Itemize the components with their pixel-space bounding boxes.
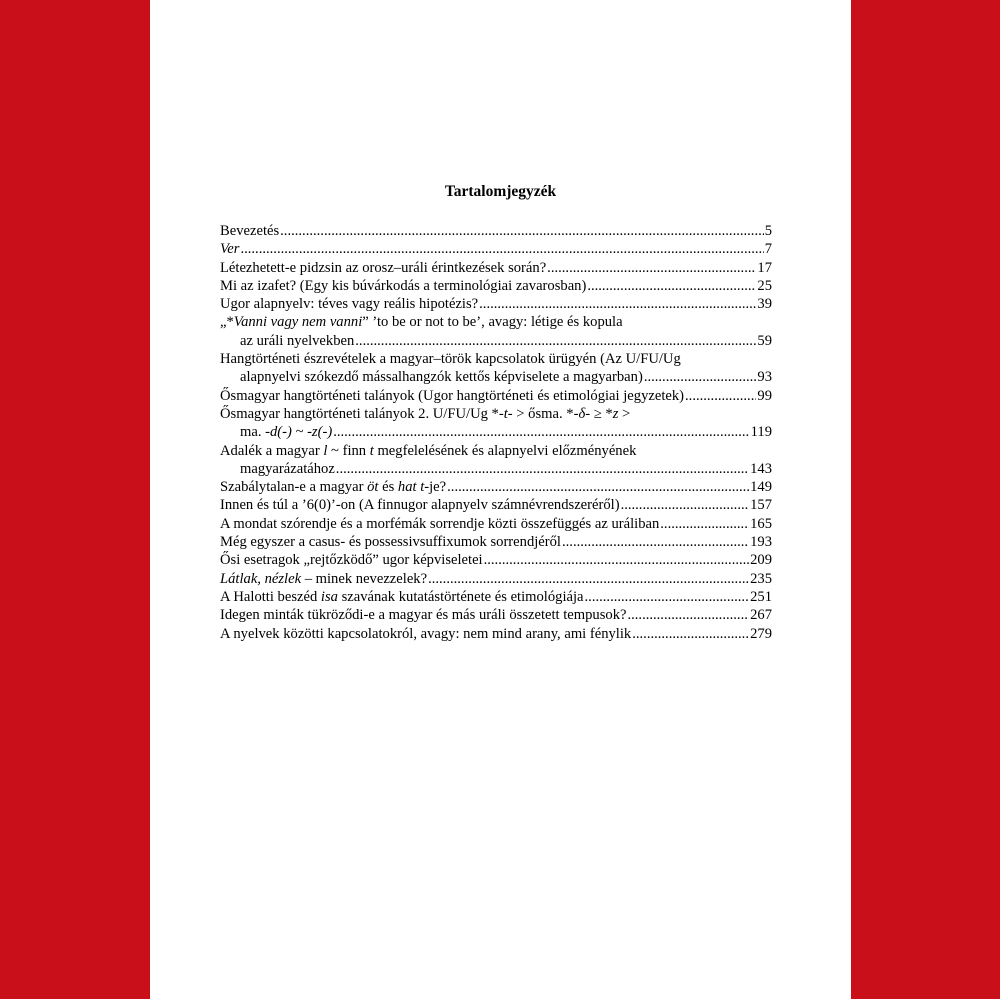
toc-entry: Ugor alapnyelv: téves vagy reális hipotézis? ..... 39 [220, 295, 772, 313]
document-page [150, 0, 851, 999]
page-number: 5 [764, 223, 772, 239]
toc-entry-line1: Adalék a magyar l ~ finn t megfelelésének és alapnyelvi előzményének [220, 442, 637, 459]
right-red-border [851, 0, 1000, 999]
toc-entry: Ver ..... 7 [220, 240, 772, 258]
toc-entry: A mondat szórendje és a morfémák sorrendje közti összefüggés az uráliban ..... 165 [220, 515, 772, 533]
dot-leader [336, 460, 749, 478]
dot-leader [447, 478, 749, 496]
page-number: 193 [750, 534, 772, 551]
dot-leader [428, 570, 749, 588]
toc-entry-line1: Hangtörténeti észrevételek a magyar–török kapcsolatok ürügyén (Az U/FU/Ug [220, 351, 681, 368]
dot-leader [547, 259, 756, 277]
page-number: 279 [750, 625, 772, 642]
page-number: 17 [757, 259, 772, 276]
dot-leader [644, 368, 757, 386]
toc-entry: Létezhetett-e pidzsin az orosz–uráli érintkezések során? ..... 17 [220, 259, 772, 277]
toc-entry: Látlak, nézlek – minek nevezzelek? ..... 235 [220, 570, 772, 588]
dot-leader [280, 222, 764, 240]
page-number: 165 [750, 515, 772, 532]
page-number: 209 [750, 552, 772, 569]
dot-leader [632, 625, 749, 643]
page-number: 267 [750, 607, 772, 624]
toc-entry: Idegen minták tükröződi-e a magyar és más uráli összetett tempusok? ..... 267 [220, 606, 772, 624]
table-of-contents [220, 222, 772, 643]
toc-entry-line2: az uráli nyelvekben ..... 59 [220, 332, 772, 350]
dot-leader [621, 496, 750, 514]
toc-entry: Szabálytalan-e a magyar öt és hat t-je? ..... 149 [220, 478, 772, 496]
page-number: 93 [757, 369, 772, 386]
toc-entry: A nyelvek közötti kapcsolatokról, avagy: nem mind arany, ami fénylik ..... 279 [220, 625, 772, 643]
toc-entry: Ősi esetragok „rejtőzködő” ugor képviseletei ..... 209 [220, 551, 772, 569]
toc-entry: Még egyszer a casus- és possessivsuffixumok sorrendjéről ..... 193 [220, 533, 772, 551]
dot-leader [562, 533, 749, 551]
page-number: 149 [750, 479, 772, 496]
dot-leader [585, 588, 750, 606]
toc-entry: Ősmagyar hangtörténeti talányok (Ugor hangtörténeti és etimológiai jegyzetek) ..... 99 [220, 387, 772, 405]
page-number: 251 [750, 588, 772, 605]
toc-title: Tartalomjegyzék [444, 183, 557, 200]
dot-leader [685, 387, 756, 405]
dot-leader [627, 606, 749, 624]
dot-leader [587, 277, 756, 295]
page-number: 25 [757, 277, 772, 294]
dot-leader [660, 515, 749, 533]
page-number: 39 [757, 296, 772, 313]
page-number: 7 [764, 241, 772, 258]
toc-entry: A Halotti beszéd isa szavának kutatástörténete és etimológiája ..... 251 [220, 588, 772, 606]
toc-entry: Innen és túl a ’6(0)’-on (A finnugor alapnyelv számnévrendszeréről) ..... 157 [220, 496, 772, 514]
toc-entry-line2: alapnyelvi szókezdő mássalhangzók kettős képviselete a magyarban) ..... 93 [220, 368, 772, 386]
toc-entry-line1: Ősmagyar hangtörténeti talányok 2. U/FU/Ug *-t- > ősma. *-δ- ≥ *z > [220, 405, 631, 422]
page-number: 143 [750, 460, 772, 477]
page-number: 99 [757, 387, 772, 404]
toc-entry-line2: ma. -d(-) ~ -z(-) ..... 119 [220, 423, 772, 441]
page-number: 119 [750, 424, 772, 441]
toc-entry: Bevezetés ..... 5 [220, 222, 772, 240]
left-red-border [0, 0, 150, 999]
page-number: 59 [757, 332, 772, 349]
toc-entry-line1: „*Vanni vagy nem vanni” ’to be or not to be’, avagy: létige és kopula [220, 314, 623, 331]
dot-leader [484, 551, 750, 569]
dot-leader [479, 295, 756, 313]
dot-leader [240, 240, 763, 258]
toc-entry: Mi az izafet? (Egy kis búvárkodás a terminológiai zavarosban) ..... 25 [220, 277, 772, 295]
page-number: 235 [750, 570, 772, 587]
toc-entry-line2: magyarázatához ..... 143 [220, 460, 772, 478]
page-number: 157 [750, 497, 772, 514]
dot-leader [333, 423, 749, 441]
dot-leader [355, 332, 756, 350]
